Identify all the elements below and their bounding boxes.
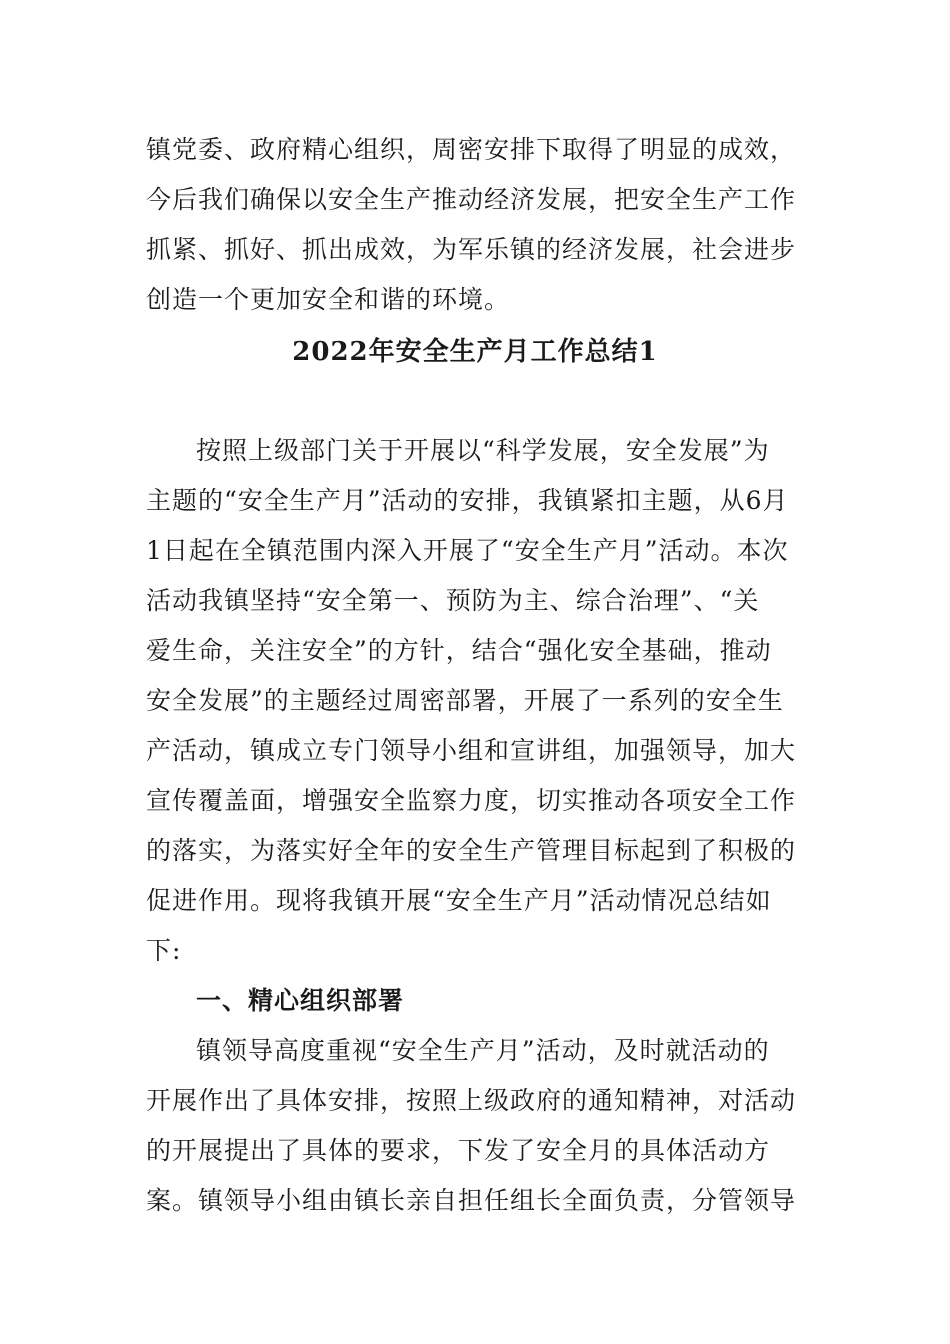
paragraph2-line-2: 开展作出了具体安排，按照上级政府的通知精神，对活动 <box>146 1086 797 1115</box>
paragraph1-line-4: 活动我镇坚持“安全第一、预防为主、综合治理”、“关 <box>146 586 760 615</box>
paragraph1-line-5: 爱生命，关注安全”的方针，结合“强化安全基础，推动 <box>146 636 772 665</box>
paragraph1-line-9: 的落实，为落实好全年的安全生产管理目标起到了积极的 <box>146 836 797 865</box>
section1-heading: 一、精心组织部署 <box>196 986 405 1015</box>
document-title: 2022年安全生产月工作总结1 <box>292 337 658 367</box>
paragraph2-line-3: 的开展提出了具体的要求，下发了安全月的具体活动方 <box>146 1136 771 1165</box>
intro-line-3: 抓紧、抓好、抓出成效，为军乐镇的经济发展，社会进步 <box>146 235 797 264</box>
paragraph1-line-7: 产活动，镇成立专门领导小组和宣讲组，加强领导，加大 <box>146 736 797 765</box>
intro-line-1: 镇党委、政府精心组织，周密安排下取得了明显的成效， <box>146 135 797 164</box>
paragraph1-line-2: 主题的“安全生产月”活动的安排，我镇紧扣主题，从6月 <box>146 486 789 515</box>
paragraph1-line-10: 促进作用。现将我镇开展“安全生产月”活动情况总结如 <box>146 886 772 915</box>
paragraph1-line-6: 安全发展”的主题经过周密部署，开展了一系列的安全生 <box>146 686 784 715</box>
paragraph1-line-11: 下: <box>146 936 182 965</box>
intro-line-2: 今后我们确保以安全生产推动经济发展，把安全生产工作 <box>146 185 797 214</box>
paragraph2-line-1: 镇领导高度重视“安全生产月”活动，及时就活动的 <box>196 1036 770 1065</box>
paragraph1-line-3: 1日起在全镇范围内深入开展了“安全生产月”活动。本次 <box>146 536 789 565</box>
paragraph1-line-8: 宣传覆盖面，增强安全监察力度，切实推动各项安全工作 <box>146 786 797 815</box>
paragraph1-line-1: 按照上级部门关于开展以“科学发展，安全发展”为 <box>196 436 770 465</box>
paragraph2-line-4: 案。镇领导小组由镇长亲自担任组长全面负责，分管领导 <box>146 1186 797 1215</box>
intro-line-4: 创造一个更加安全和谐的环境。 <box>146 285 511 314</box>
